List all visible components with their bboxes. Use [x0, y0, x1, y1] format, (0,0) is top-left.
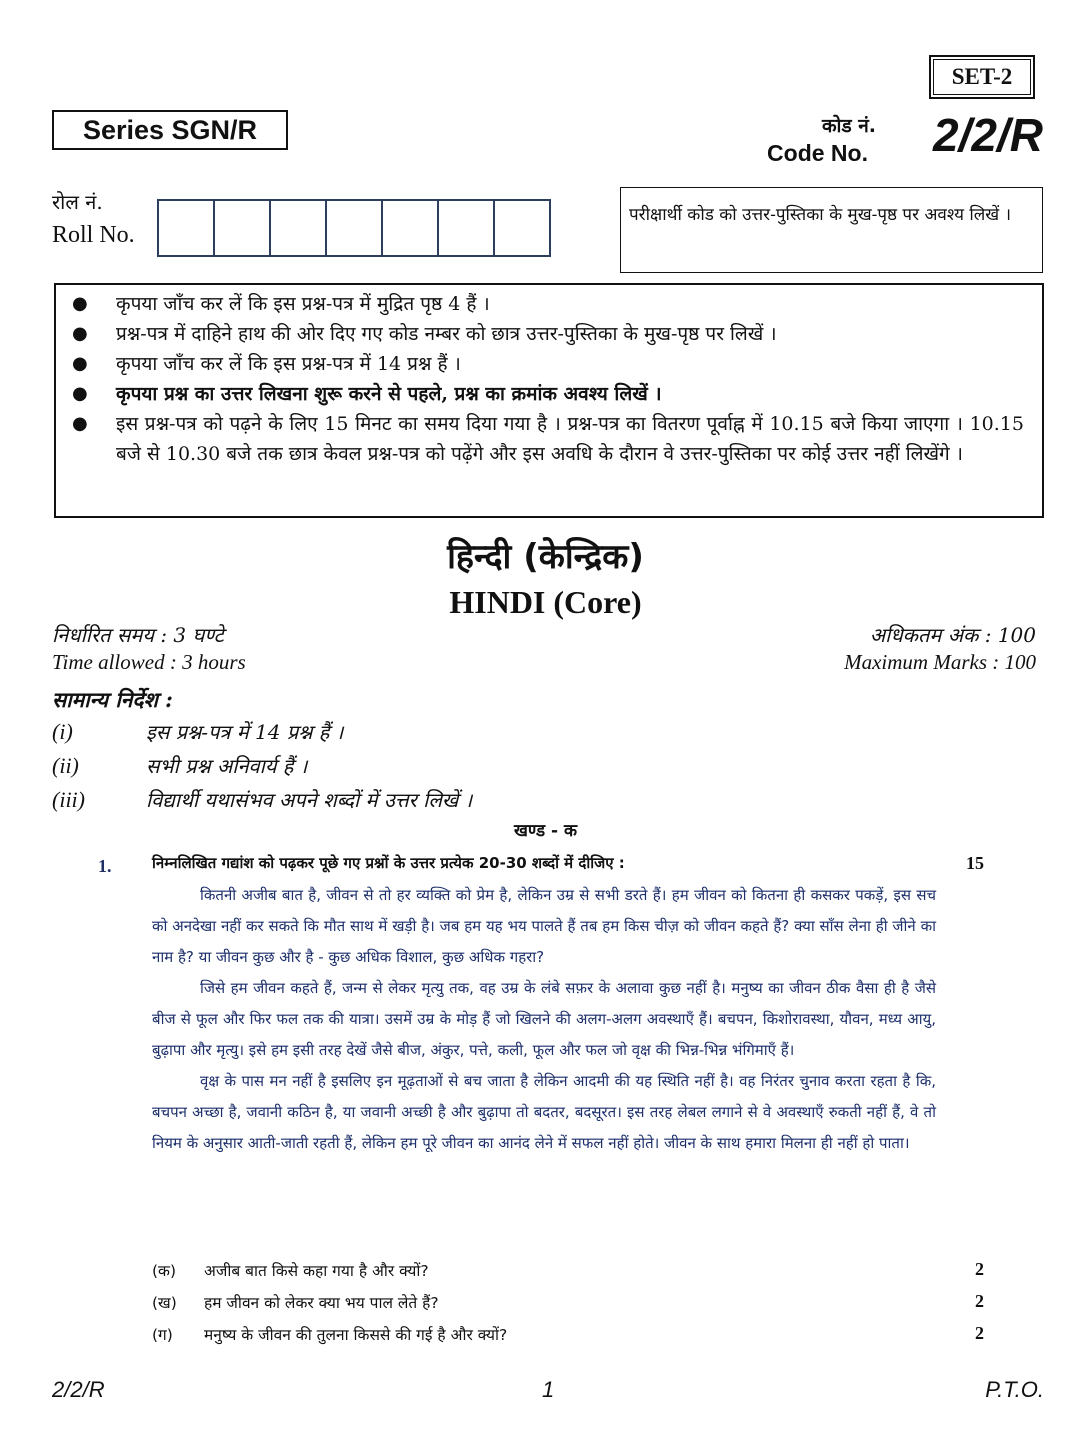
- passage: [152, 880, 936, 1159]
- sub-question: [152, 1259, 429, 1281]
- time-allowed-hindi: निर्धारित समय : 3 घण्टे: [52, 623, 224, 647]
- set-label: SET-2: [933, 59, 1031, 95]
- bullet-icon: ●: [72, 353, 88, 374]
- question-marks: 15: [966, 853, 984, 873]
- set-badge: [929, 55, 1035, 99]
- instruction-item: [72, 349, 1024, 379]
- instruction-item: [72, 409, 1024, 469]
- footer-page-number: 1: [542, 1377, 555, 1402]
- passage-paragraph: वृक्ष के पास मन नहीं है इसलिए इन मूढ़ताओं से बच जाता है लेकिन आदमी की यह स्थिति नहीं है। वह निरंतर चुनाव करता रहता है कि, बचपन अच्छा है, जवानी कठिन है, या जवानी अच्छी है और बुढ़ापा तो बदतर, बदसूरत। इस तरह लेबल लगाने से वे अवस्थाएँ रुकती नहीं हैं, वे तो नियम के अनुसार आती-जाती रहती हैं, लेकिन हम पूरे जीवन का आनंद लेने में सफल नहीं होते। जीवन के साथ हमारा मिलना ही नहीं हो पाता।: [152, 1072, 936, 1152]
- sub-question-marks: 2: [975, 1323, 984, 1343]
- roll-digit-box[interactable]: [215, 201, 271, 255]
- sub-question-label: (क): [152, 1262, 176, 1280]
- code-label-english: Code No.: [767, 140, 868, 166]
- bullet-icon: ●: [72, 293, 88, 314]
- instruction-text: कृपया जाँच कर लें कि इस प्रश्न-पत्र में मुद्रित पृष्ठ 4 हैं ।: [116, 293, 490, 315]
- general-instruction-row: [52, 786, 472, 813]
- roll-digit-box[interactable]: [327, 201, 383, 255]
- subject-title-english: HINDI (Core): [449, 584, 642, 620]
- code-label-hindi: कोड नं.: [821, 115, 876, 137]
- instruction-number: (i): [52, 719, 73, 744]
- roll-digit-box[interactable]: [439, 201, 495, 255]
- instruction-item: [72, 289, 1024, 319]
- question-text: निम्नलिखित गद्यांश को पढ़कर पूछे गए प्रश्नों के उत्तर प्रत्येक 20-30 शब्दों में दीजिए :: [152, 854, 625, 872]
- instructions-box: [54, 283, 1044, 518]
- roll-digit-box[interactable]: [495, 201, 549, 255]
- passage-paragraph: कितनी अजीब बात है, जीवन से तो हर व्यक्ति को प्रेम है, लेकिन उम्र से सभी डरते हैं। हम जीवन को कितना ही कसकर पकड़ें, इस सच को अनदेखा नहीं कर सकते कि मौत साथ में खड़ी है। जब हम यह भय पालते हैं तब हम किस चीज़ को जीवन कहते हैं? क्या साँस लेना ही जीने का नाम है? या जीवन कुछ और है - कुछ अधिक विशाल, कुछ अधिक गहरा?: [152, 886, 936, 966]
- sub-question-marks: 2: [975, 1259, 984, 1279]
- roll-digit-box[interactable]: [383, 201, 439, 255]
- instruction-number: (ii): [52, 753, 79, 778]
- candidate-code-note: परीक्षार्थी कोड को उत्तर-पुस्तिका के मुख-पृष्ठ पर अवश्य लिखें ।: [620, 187, 1043, 273]
- instruction-text: प्रश्न-पत्र में दाहिने हाथ की ओर दिए गए कोड नम्बर को छात्र उत्तर-पुस्तिका के मुख-पृष्ठ पर लिखें ।: [116, 323, 777, 345]
- sub-question-text: हम जीवन को लेकर क्या भय पाल लेते हैं?: [204, 1294, 439, 1312]
- roll-number-grid: [157, 199, 551, 257]
- sub-question-text: अजीब बात किसे कहा गया है और क्यों?: [204, 1262, 429, 1280]
- general-instruction-row: [52, 752, 307, 779]
- sub-question: [152, 1291, 439, 1313]
- instruction-text: कृपया जाँच कर लें कि इस प्रश्न-पत्र में 14 प्रश्न हैं ।: [116, 353, 461, 375]
- time-allowed-english: Time allowed : 3 hours: [52, 650, 246, 674]
- question-number: 1.: [98, 856, 112, 876]
- roll-label-hindi: रोल नं.: [52, 190, 103, 214]
- instruction-item: [72, 319, 1024, 349]
- general-instructions-heading: सामान्य निर्देश :: [52, 687, 173, 712]
- instruction-text: सभी प्रश्न अनिवार्य हैं ।: [146, 754, 308, 778]
- bullet-icon: ●: [72, 413, 88, 434]
- passage-paragraph: जिसे हम जीवन कहते हैं, जन्म से लेकर मृत्यु तक, वह उम्र के लंबे सफ़र के अलावा कुछ नहीं है। मनुष्य का जीवन ठीक वैसा ही है जैसे बीज से फूल और फिर फल तक की यात्रा। उसमें उम्र के मोड़ हैं जो खिलने की अलग-अलग अवस्थाएँ हैं। बचपन, किशोरावस्था, यौवन, मध्य आयु, बुढ़ापा और मृत्यु। इसे हम इसी तरह देखें जैसे बीज, अंकुर, पत्ते, कली, फूल और फल जो वृक्ष की भिन्न-भिन्न भंगिमाएँ हैं।: [152, 979, 936, 1059]
- instruction-item: [72, 379, 1024, 409]
- footer-code: 2/2/R: [52, 1377, 105, 1402]
- max-marks-english: Maximum Marks : 100: [844, 650, 1036, 674]
- general-instruction-row: [52, 718, 343, 745]
- instruction-text: इस प्रश्न-पत्र में 14 प्रश्न हैं ।: [146, 720, 344, 744]
- instruction-text: कृपया प्रश्न का उत्तर लिखना शुरू करने से पहले, प्रश्न का क्रमांक अवश्य लिखें ।: [116, 383, 662, 405]
- roll-digit-box[interactable]: [159, 201, 215, 255]
- code-value: 2/2/R: [933, 109, 1043, 161]
- instruction-text: इस प्रश्न-पत्र को पढ़ने के लिए 15 मिनट का समय दिया गया है । प्रश्न-पत्र का वितरण पूर्वाह्न में 10.15 बजे किया जाएगा । 10.15 बजे से 10.30 बजे तक छात्र केवल प्रश्न-पत्र को पढ़ेंगे और इस अवधि के दौरान वे उत्तर-पुस्तिका पर कोई उत्तर नहीं लिखेंगे ।: [116, 413, 1024, 465]
- sub-question-text: मनुष्य के जीवन की तुलना किससे की गई है और क्यों?: [204, 1326, 508, 1344]
- sub-question-marks: 2: [975, 1291, 984, 1311]
- roll-digit-box[interactable]: [271, 201, 327, 255]
- series-label: Series SGN/R: [52, 110, 288, 150]
- subject-title-hindi: हिन्दी (केन्द्रिक): [447, 537, 644, 577]
- sub-question-label: (ख): [152, 1294, 177, 1312]
- section-heading: खण्ड - क: [513, 821, 578, 841]
- roll-label-english: Roll No.: [52, 222, 135, 248]
- sub-question-label: (ग): [152, 1326, 173, 1344]
- instruction-number: (iii): [52, 787, 85, 812]
- footer-pto: P.T.O.: [985, 1377, 1044, 1402]
- instructions-list: [72, 289, 1024, 469]
- sub-question: [152, 1323, 507, 1345]
- bullet-icon: ●: [72, 323, 88, 344]
- bullet-icon: ●: [72, 383, 88, 404]
- max-marks-hindi: अधिकतम अंक : 100: [869, 623, 1036, 647]
- instruction-text: विद्यार्थी यथासंभव अपने शब्दों में उत्तर लिखें ।: [146, 788, 473, 812]
